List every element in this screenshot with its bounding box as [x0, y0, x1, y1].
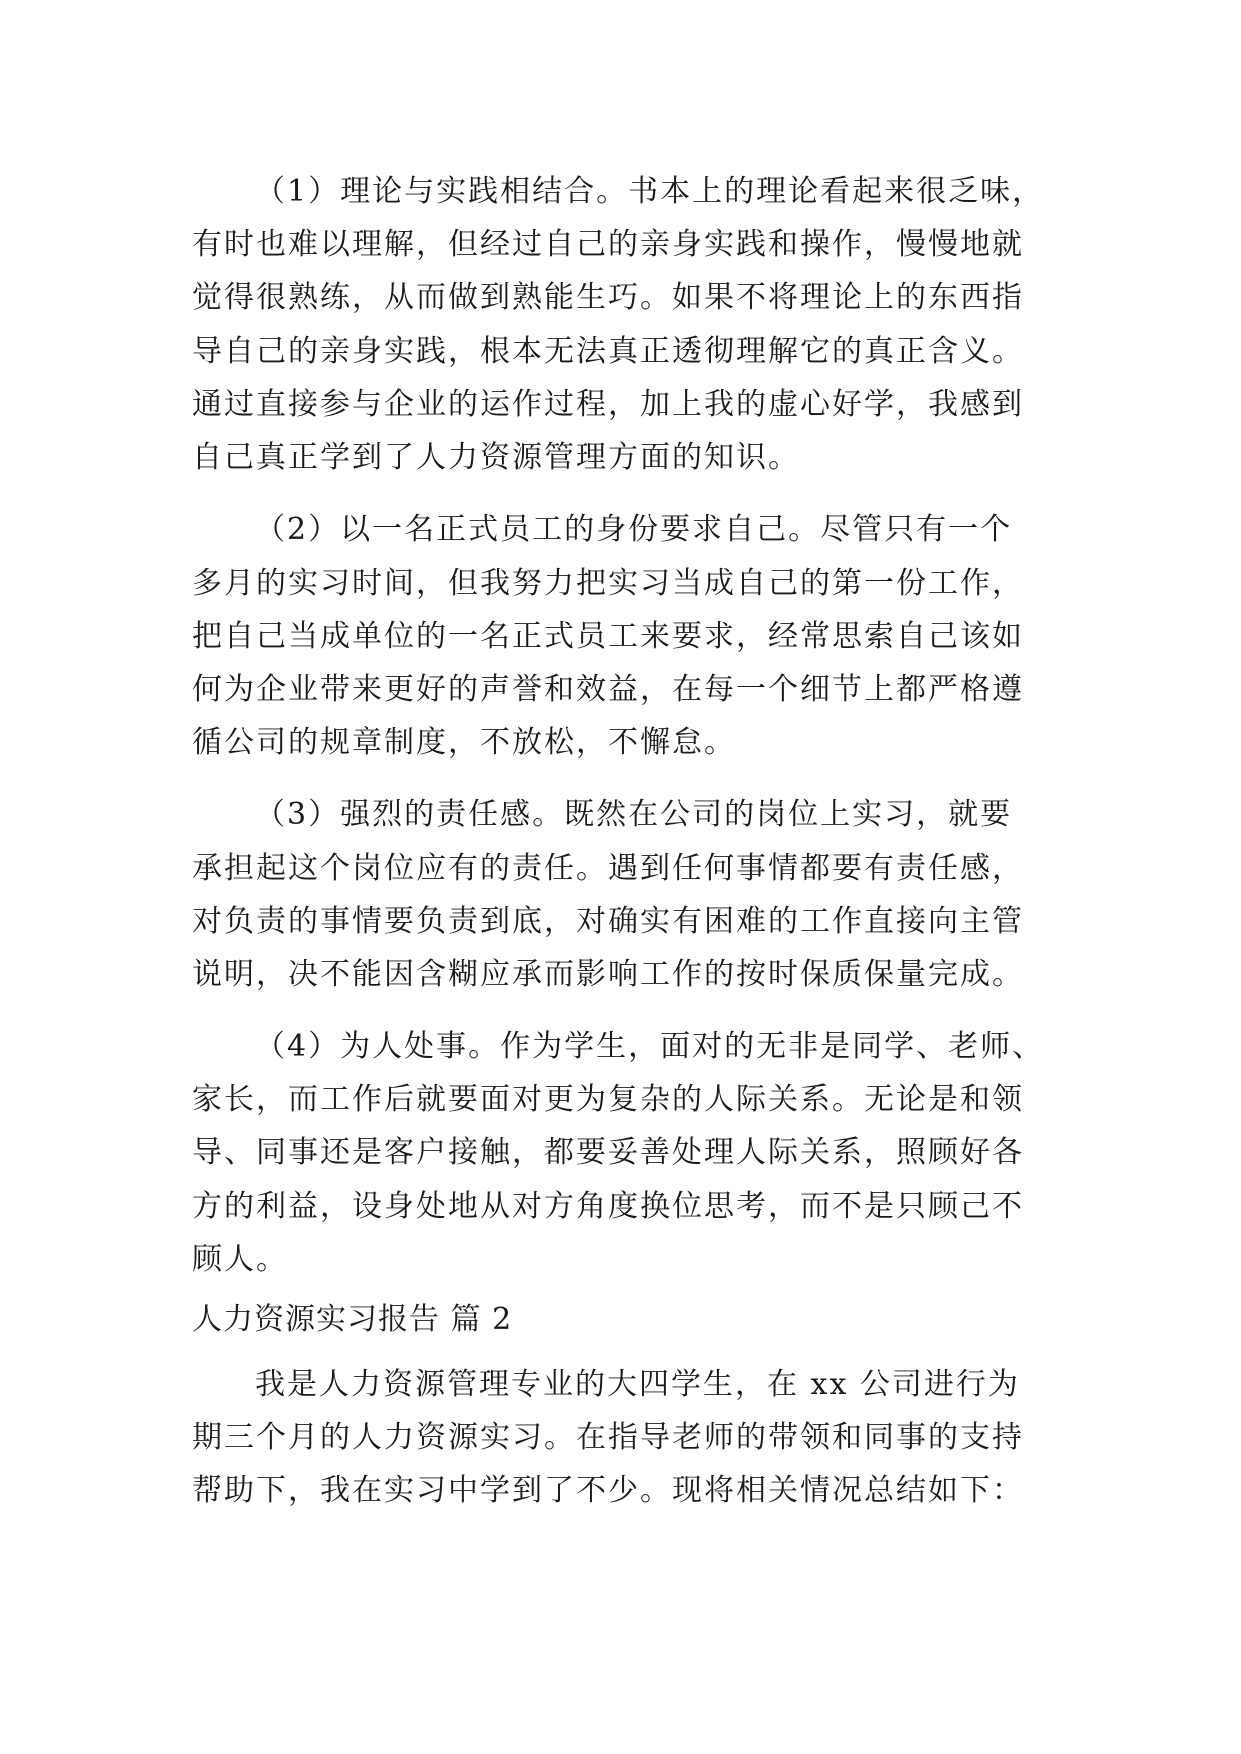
- paragraph-2-line-2: 多月的实习时间，但我努力把实习当成自己的第一份工作，: [192, 566, 1024, 601]
- paragraph-2-line-5: 循公司的规章制度，不放松，不懈怠。: [192, 725, 736, 760]
- paragraph-1-line-3: 觉得很熟练，从而做到熟能生巧。如果不将理论上的东西指: [192, 280, 1024, 315]
- paragraph-4-line-5: 顾人。: [192, 1242, 288, 1277]
- paragraph-5-line-3: 帮助下，我在实习中学到了不少。现将相关情况总结如下：: [192, 1473, 1024, 1508]
- paragraph-3-line-4: 说明，决不能因含糊应承而影响工作的按时保质保量完成。: [192, 957, 1024, 992]
- paragraph-1-line-5: 通过直接参与企业的运作过程，加上我的虚心好学，我感到: [192, 387, 1024, 422]
- paragraph-2-line-3: 把自己当成单位的一名正式员工来要求，经常思索自己该如: [192, 619, 1024, 654]
- paragraph-2-line-4: 何为企业带来更好的声誉和效益，在每一个细节上都严格遵: [192, 672, 1024, 707]
- paragraph-3-line-3: 对负责的事情要负责到底，对确实有困难的工作直接向主管: [192, 904, 1024, 939]
- paragraph-1-line-1: （1）理论与实践相结合。书本上的理论看起来很乏味，: [255, 174, 1045, 209]
- paragraph-3-line-1: （3）强烈的责任感。既然在公司的岗位上实习，就要: [255, 797, 1013, 832]
- paragraph-1-line-2: 有时也难以理解，但经过自己的亲身实践和操作，慢慢地就: [192, 227, 1024, 262]
- paragraph-1-line-6: 自己真正学到了人力资源管理方面的知识。: [192, 440, 800, 475]
- paragraph-4-line-2: 家长，而工作后就要面对更为复杂的人际关系。无论是和领: [192, 1082, 1024, 1117]
- paragraph-5-line-2: 期三个月的人力资源实习。在指导老师的带领和同事的支持: [192, 1420, 1024, 1455]
- paragraph-3-line-2: 承担起这个岗位应有的责任。遇到任何事情都要有责任感，: [192, 851, 1024, 886]
- paragraph-2-line-1: （2）以一名正式员工的身份要求自己。尽管只有一个: [255, 512, 1013, 547]
- paragraph-4-line-1: （4）为人处事。作为学生，面对的无非是同学、老师、: [255, 1029, 1045, 1064]
- paragraph-4-line-3: 导、同事还是客户接触，都要妥善处理人际关系，照顾好各: [192, 1135, 1024, 1170]
- section-heading: 人力资源实习报告 篇 2: [192, 1302, 513, 1337]
- paragraph-4-line-4: 方的利益，设身处地从对方角度换位思考，而不是只顾己不: [192, 1189, 1024, 1224]
- paragraph-1-line-4: 导自己的亲身实践，根本无法真正透彻理解它的真正含义。: [192, 334, 1024, 369]
- paragraph-5-line-1: 我是人力资源管理专业的大四学生，在 xx 公司进行为: [255, 1367, 1020, 1402]
